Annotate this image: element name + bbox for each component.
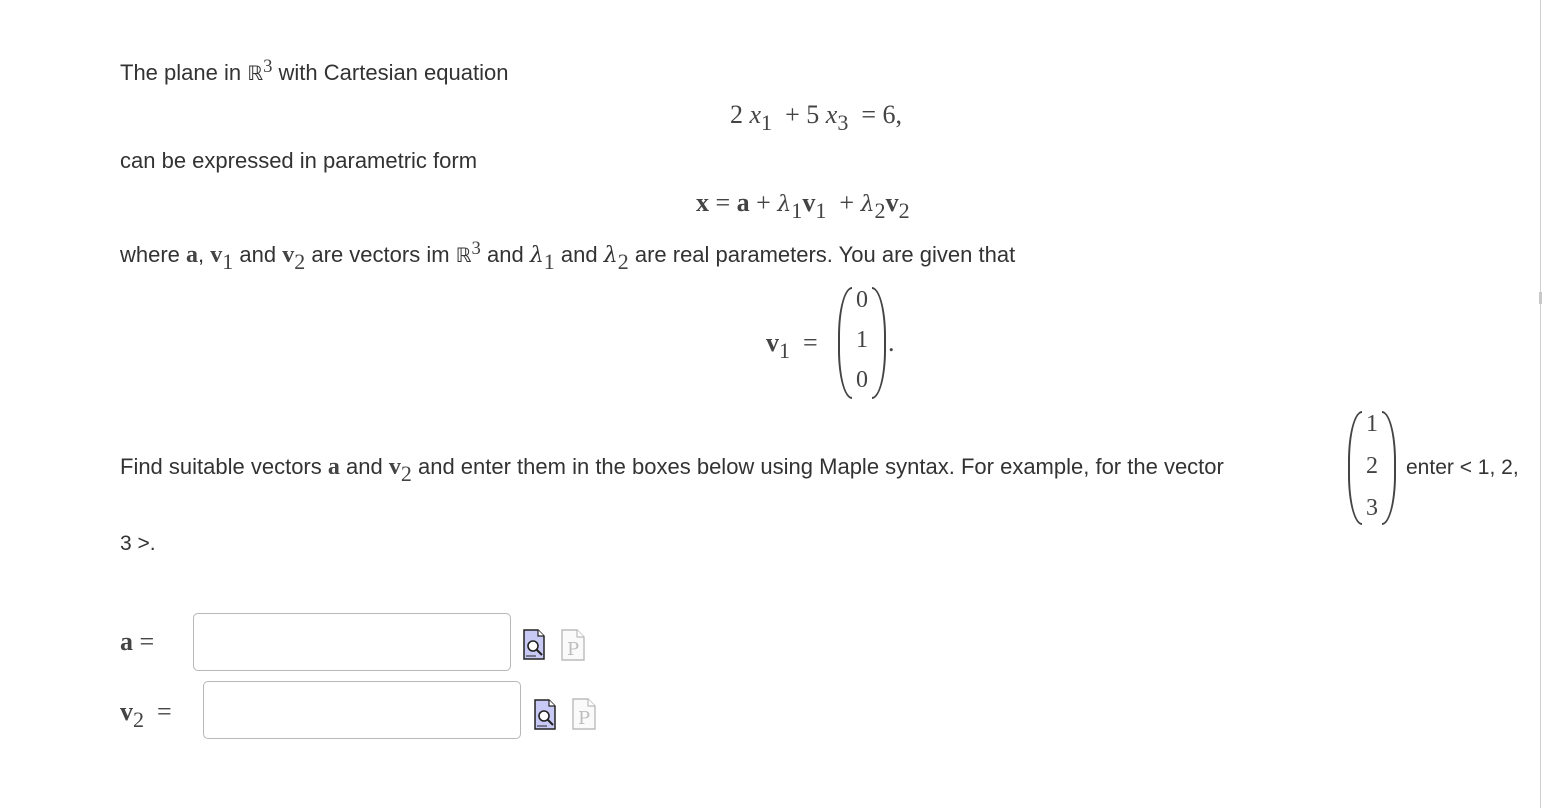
svg-text:P: P [567,639,580,660]
v1-label: v1 = [766,328,818,364]
p-document-icon[interactable] [572,698,596,730]
intro-text-2: with Cartesian equation [278,60,509,85]
reals-symbol: ℝ [247,61,264,85]
find-line: Find suitable vectors a and v2 and enter them in the boxes below using Maple syntax. For example, for the vector [120,454,1224,487]
scroll-marker [1539,292,1542,304]
v1-entry: 0 [856,287,868,313]
enter-example-1: enter < 1, 2, [1406,456,1519,479]
reals-exponent: 3 [263,55,273,77]
where-line: where a, v1 and v2 are vectors im ℝ$^3$ and λ1 and λ2 are real parameters. You are given that [120,237,1016,275]
enter-example-2: 3 >. [120,532,156,555]
example-entry: 2 [1366,453,1378,479]
svg-text:P: P [578,708,591,729]
v1-matrix [838,287,886,399]
v2-label: v2 = [120,697,172,733]
parametric-equation: x = a + λ1v1 + λ2v2 [696,188,910,224]
parametric-text: can be expressed in parametric form [120,148,478,173]
p-document-icon[interactable] [561,629,585,661]
example-entry: 3 [1366,495,1378,521]
intro-line [120,55,509,86]
example-entry: 1 [1366,411,1378,437]
preview-magnifier-icon[interactable] [534,699,556,730]
cartesian-equation: 2 x1 + 5 x3 = 6, [730,100,903,136]
v1-entry: 1 [856,327,868,353]
v2-input[interactable] [203,681,521,739]
a-input[interactable] [193,613,511,671]
example-matrix [1348,411,1396,525]
intro-text: The plane in [120,60,242,85]
preview-magnifier-icon[interactable] [523,629,545,660]
v1-period: . [888,328,895,357]
v1-entry: 0 [856,367,868,393]
a-label: a = [120,627,155,656]
page-right-border [1540,0,1541,808]
